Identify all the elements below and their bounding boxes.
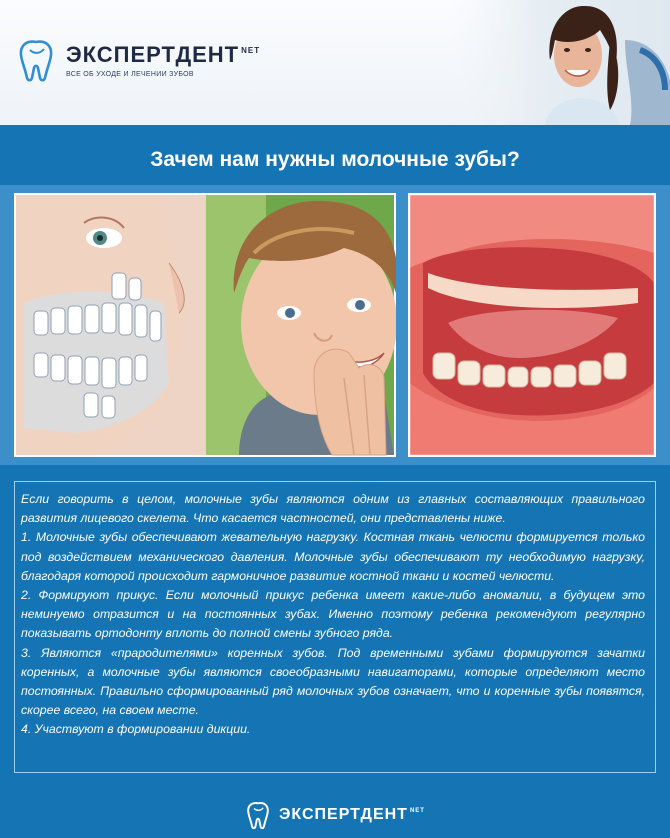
page-title: Зачем нам нужны молочные зубы?: [150, 148, 520, 171]
teeth-and-child-photo-frame: [14, 193, 396, 457]
list-item: 2. Формируют прикус. Если молочный прикус ребенка имеет какие-либо аномалии, в будущем это неминуемо отразится и на постоянных зубах. Именно поэтому ребенка рекомендуют регулярно показывать ортодонту вплоть до полной смены зубного ряда.: [21, 588, 645, 641]
header-logo[interactable]: [16, 38, 260, 82]
teeth-diagram-and-child-photo: [14, 193, 396, 457]
brand-suffix: NET: [241, 46, 261, 55]
header: [0, 0, 670, 125]
dentist-photo: [450, 0, 670, 125]
list-item: 3. Являются «прародителями» коренных зубов. Под временными зубами формируются зачатки коренных, а молочные зубы являются своеобразными навигаторами, которые определяют место постоянных. Правильно сформированный ряд молочных зубов означает, что и коренные зубы появятся, скорее всего, на своем месте.: [21, 645, 645, 718]
footer-brand-name: ЭКСПЕРТДЕНТ $^{NET}$: [279, 806, 425, 823]
tooth-logo-icon: [16, 38, 56, 82]
list-item: 4. Участвуют в формировании дикции.: [21, 722, 251, 737]
open-mouth-photo-frame: [408, 193, 656, 457]
footer-logo[interactable]: [0, 800, 670, 830]
intro-paragraph: Если говорить в целом, молочные зубы являются одним из главных составляющих правильного развития лицевого скелета. Что касается частностей, они представлены ниже.: [21, 492, 645, 526]
photo-row: [0, 185, 670, 465]
open-mouth-photo: [408, 193, 656, 457]
article-text-box: [14, 481, 656, 773]
footer-brand-suffix: NET: [409, 808, 425, 814]
list-item: 1. Молочные зубы обеспечивают жевательную нагрузку. Костная ткань челюсти формируется только под воздействием механического давления. Молочные зубы обеспечивают ту необходимую нагрузку, благодаря которой происходит гармоничное развитие костной ткани и костей челюсти.: [21, 530, 645, 583]
brand-name: ЭКСПЕРТДЕНТ $^{NET}$: [66, 42, 261, 67]
tooth-logo-icon: [245, 800, 271, 830]
brand-tagline: ВСЕ ОБ УХОДЕ И ЛЕЧЕНИИ ЗУБОВ: [66, 71, 194, 78]
